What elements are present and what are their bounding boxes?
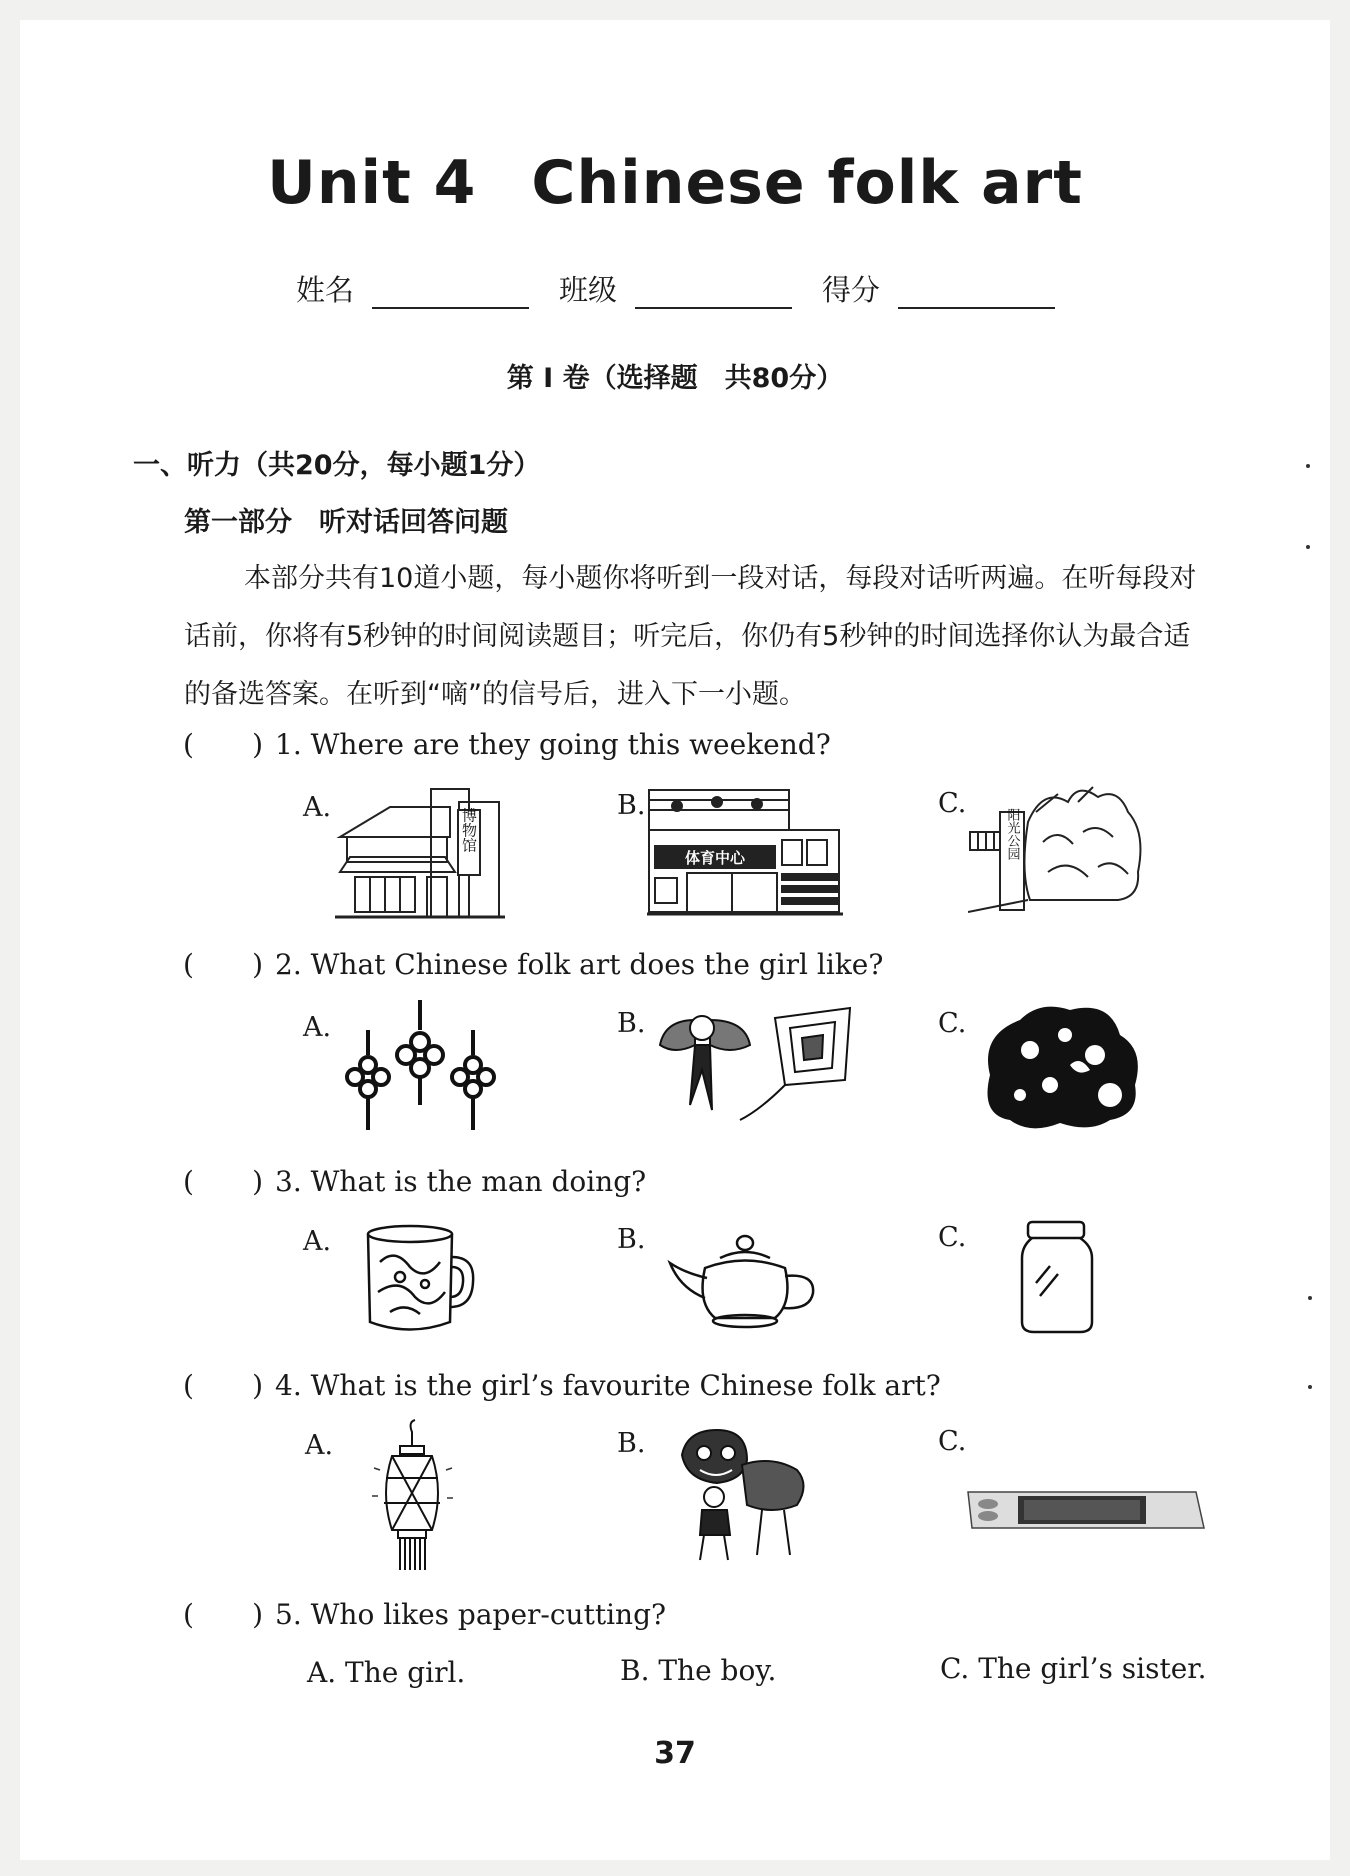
name-blank[interactable]: [372, 277, 529, 309]
option-label-c[interactable]: C.: [938, 1008, 967, 1039]
answer-blank-1[interactable]: ( ): [183, 728, 263, 761]
student-info-row: [296, 268, 1085, 309]
question-5: [183, 1598, 666, 1631]
scan-speck: [1308, 1296, 1312, 1300]
option-label-b[interactable]: B.: [617, 790, 646, 821]
kites-picture[interactable]: [650, 1000, 855, 1135]
ink-stone-picture[interactable]: [966, 1478, 1206, 1538]
question-text: What Chinese folk art does the girl like?: [310, 948, 884, 981]
page-title: Unit 4 Chinese folk art: [267, 148, 1083, 218]
question-text: Where are they going this weekend?: [310, 728, 831, 761]
sunshine-park-picture[interactable]: [968, 782, 1146, 922]
option-a-the-girl[interactable]: A. The girl.: [307, 1656, 466, 1689]
sports-center-picture[interactable]: [647, 788, 843, 918]
option-label-a[interactable]: A.: [305, 1430, 334, 1461]
class-label: 班级: [559, 273, 618, 307]
question-2: [183, 948, 883, 981]
option-label-c[interactable]: C.: [938, 788, 967, 819]
class-blank[interactable]: [635, 277, 792, 309]
name-label: 姓名: [296, 273, 355, 307]
scan-speck: [1306, 464, 1310, 468]
lantern-picture[interactable]: [370, 1418, 455, 1573]
dragon-mug-picture[interactable]: [360, 1222, 480, 1337]
section-title: 第 I 卷（选择题 共80分）: [506, 363, 844, 394]
option-c-the-girls-sister[interactable]: C. The girl’s sister.: [940, 1652, 1207, 1685]
option-label-a[interactable]: A.: [303, 1012, 332, 1043]
teapot-picture[interactable]: [665, 1228, 825, 1333]
svg-text:体育中心: 体育中心: [684, 849, 746, 867]
question-number: 5.: [275, 1598, 302, 1631]
listening-part-title: 一、听力（共20分，每小题1分）: [133, 450, 541, 481]
question-number: 4.: [275, 1369, 302, 1402]
scan-speck: [1308, 1385, 1312, 1389]
option-label-a[interactable]: A.: [303, 1226, 332, 1257]
lion-dance-picture[interactable]: [672, 1425, 812, 1565]
question-4: [183, 1369, 941, 1402]
question-number: 2.: [275, 948, 302, 981]
question-3: [183, 1165, 646, 1198]
subpart-title: 第一部分 听对话回答问题: [184, 507, 508, 538]
option-label-b[interactable]: B.: [617, 1428, 646, 1459]
answer-blank-3[interactable]: ( ): [183, 1165, 263, 1198]
score-blank[interactable]: [898, 277, 1055, 309]
chinese-knots-picture[interactable]: [338, 1000, 503, 1135]
option-label-c[interactable]: C.: [938, 1426, 967, 1457]
paper-cutting-picture[interactable]: [970, 995, 1150, 1135]
option-b-the-boy[interactable]: B. The boy.: [620, 1654, 777, 1687]
svg-text:阳光公园: 阳光公园: [1004, 808, 1020, 860]
option-label-c[interactable]: C.: [938, 1222, 967, 1253]
question-number: 1.: [275, 728, 302, 761]
glass-jar-picture[interactable]: [1018, 1218, 1098, 1336]
question-text: Who likes paper-cutting?: [310, 1598, 667, 1631]
option-label-a[interactable]: A.: [303, 792, 332, 823]
answer-blank-2[interactable]: ( ): [183, 948, 263, 981]
question-1: [183, 728, 831, 761]
answer-blank-5[interactable]: ( ): [183, 1598, 263, 1631]
question-text: What is the man doing?: [310, 1165, 647, 1198]
score-label: 得分: [822, 273, 881, 307]
instructions-text: 本部分共有10道小题，每小题你将听到一段对话，每段对话听两遍。在听每段对话前，你将有5秒钟的时间阅读题目；听完后，你仍有5秒钟的时间选择你认为最合适的备选答案。在听到“嘀”的信号后，进入下一小题。: [184, 563, 1197, 710]
question-number: 3.: [275, 1165, 302, 1198]
option-label-b[interactable]: B.: [617, 1224, 646, 1255]
answer-blank-4[interactable]: ( ): [183, 1369, 263, 1402]
museum-picture[interactable]: [335, 782, 505, 922]
option-label-b[interactable]: B.: [617, 1008, 646, 1039]
question-text: What is the girl’s favourite Chinese folk art?: [310, 1369, 941, 1402]
svg-text:博物馆: 博物馆: [460, 807, 478, 853]
page-number: 37: [654, 1736, 696, 1771]
scan-speck: [1306, 545, 1310, 549]
